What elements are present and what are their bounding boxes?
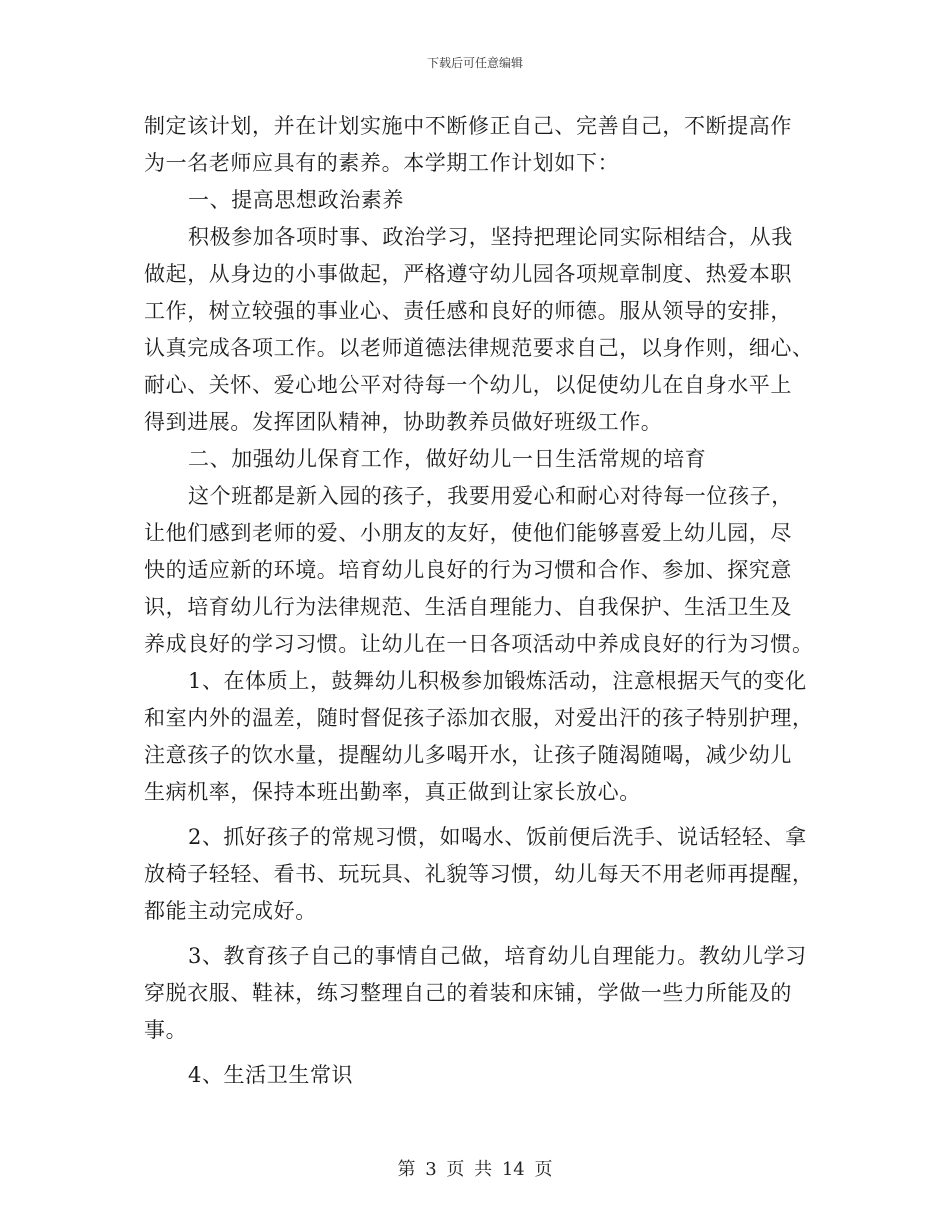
body-line: 生病机率，保持本班出勤率，真正做到让家长放心。 <box>144 780 641 804</box>
body-line: 做起，从身边的小事做起，严格遵守幼儿园各项规章制度、热爱本职 <box>144 262 792 286</box>
page-number: 第 3 页 共 14 页 <box>397 1159 553 1180</box>
body-line: 快的适应新的环境。培育幼儿良好的行为习惯和合作、参加、探究意 <box>144 558 792 582</box>
body-line: 让他们感到老师的爱、小朋友的友好，使他们能够喜爱上幼儿园，尽 <box>144 521 792 545</box>
list-item-line: 3、教育孩子自己的事情自己做，培育幼儿自理能力。教幼儿学习 <box>188 944 807 968</box>
body-line: 认真完成各项工作。以老师道德法律规范要求自己，以身作则，细心、 <box>144 336 814 360</box>
list-item-line: 4、生活卫生常识 <box>188 1063 354 1087</box>
body-line: 穿脱衣服、鞋袜，练习整理自己的着装和床铺，学做一些力所能及的 <box>144 981 792 1005</box>
list-item-line: 1、在体质上，鼓舞幼儿积极参加锻炼活动，注意根据天气的变化 <box>188 669 807 693</box>
body-line: 得到进展。发挥团队精神，协助教养员做好班级工作。 <box>144 410 663 434</box>
body-line: 识，培育幼儿行为法律规范、生活自理能力、自我保护、生活卫生及 <box>144 595 792 619</box>
body-line: 这个班都是新入园的孩子，我要用爱心和耐心对待每一位孩子， <box>188 484 793 508</box>
body-line: 注意孩子的饮水量，提醒幼儿多喝开水，让孩子随渴随喝，减少幼儿 <box>144 743 792 767</box>
body-line: 制定该计划，并在计划实施中不断修正自己、完善自己，不断提高作 <box>144 114 792 138</box>
body-line: 养成良好的学习习惯。让幼儿在一日各项活动中养成良好的行为习惯。 <box>144 632 814 656</box>
body-line: 事。 <box>144 1018 188 1042</box>
header-note: 下载后可任意编辑 <box>426 56 523 70</box>
section-heading: 一、提高思想政治素养 <box>188 188 404 212</box>
body-line: 都能主动完成好。 <box>144 899 317 923</box>
body-line: 耐心、关怀、爱心地公平对待每一个幼儿，以促使幼儿在自身水平上 <box>144 373 792 397</box>
document-body <box>144 108 812 1094</box>
list-item-line: 2、抓好孩子的常规习惯，如喝水、饭前便后洗手、说话轻轻、拿 <box>188 825 807 849</box>
body-line: 和室内外的温差，随时督促孩子添加衣服，对爱出汗的孩子特别护理， <box>144 706 814 730</box>
body-line: 积极参加各项时事、政治学习，坚持把理论同实际相结合，从我 <box>188 225 793 249</box>
body-line: 工作，树立较强的事业心、责任感和良好的师德。服从领导的安排， <box>144 299 792 323</box>
section-heading: 二、加强幼儿保育工作，做好幼儿一日生活常规的培育 <box>188 447 707 471</box>
body-line: 放椅子轻轻、看书、玩玩具、礼貌等习惯，幼儿每天不用老师再提醒， <box>144 862 814 886</box>
body-line: 为一名老师应具有的素养。本学期工作计划如下： <box>144 151 620 175</box>
